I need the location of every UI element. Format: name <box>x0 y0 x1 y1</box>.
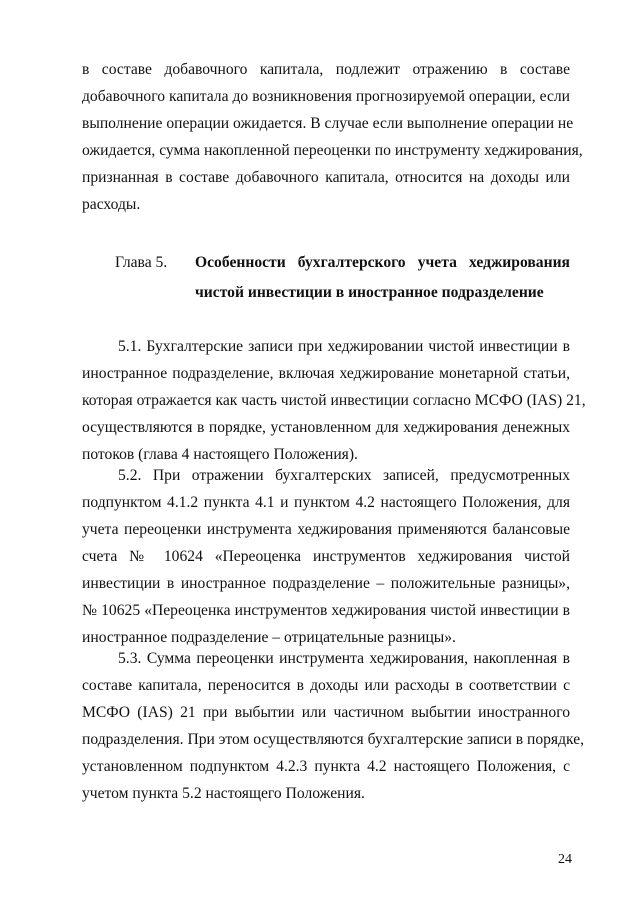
text-line: 5.3. Сумма переоценки инструмента хеджирования, накопленная в <box>118 650 570 667</box>
text-line: потоков (глава 4 настоящего Положения). <box>82 446 358 463</box>
text-line: подразделения. При этом осуществляются бухгалтерские записи в порядке, <box>82 731 585 748</box>
paragraph-5-2 <box>82 462 570 651</box>
chapter-title-line: Особенности бухгалтерского учета хеджирования <box>195 254 570 271</box>
text-line: добавочного капитала до возникновения прогнозируемой операции, если <box>82 88 570 105</box>
paragraph-5-1 <box>82 333 586 468</box>
text-line: подпунктом 4.1.2 пункта 4.1 и пунктом 4.2 настоящего Положения, для <box>82 494 570 511</box>
text-line: ожидается, сумма накопленной переоценки по инструменту хеджирования, <box>82 142 583 159</box>
text-line: 5.2. При отражении бухгалтерских записей, предусмотренных <box>118 467 570 484</box>
text-line: в составе добавочного капитала, подлежит отражению в составе <box>82 61 570 78</box>
chapter-label: Глава 5. <box>115 254 168 271</box>
text-line: выполнение операции ожидается. В случае если выполнение операции не <box>82 115 574 132</box>
continuation-paragraph <box>82 56 583 218</box>
text-line: МСФО (IAS) 21 при выбытии или частичном выбытии иностранного <box>82 704 570 721</box>
chapter-title <box>195 248 570 308</box>
text-line: учета переоценки инструмента хеджирования применяются балансовые <box>82 521 570 538</box>
text-line: иностранное подразделение – отрицательные разницы». <box>82 629 456 646</box>
text-line: инвестиции в иностранное подразделение – положительные разницы», <box>82 575 570 592</box>
text-line: установленном подпунктом 4.2.3 пункта 4.2 настоящего Положения, с <box>82 758 570 775</box>
page-number: 24 <box>558 852 572 867</box>
text-line: осуществляются в порядке, установленном для хеджирования денежных <box>82 419 570 436</box>
text-line: которая отражается как часть чистой инвестиции согласно МСФО (IAS) 21, <box>82 392 586 409</box>
text-line: 5.1. Бухгалтерские записи при хеджировании чистой инвестиции в <box>118 338 570 355</box>
text-line: иностранное подразделение, включая хеджирование монетарной статьи, <box>82 365 570 382</box>
text-line: учетом пункта 5.2 настоящего Положения. <box>82 785 365 802</box>
paragraph-5-3 <box>82 645 585 807</box>
text-line: № 10625 «Переоценка инструментов хеджирования чистой инвестиции в <box>82 602 570 619</box>
text-line: признанная в составе добавочного капитала, относится на доходы или <box>82 169 570 186</box>
text-line: счета № 10624 «Переоценка инструментов хеджирования чистой <box>82 548 570 565</box>
text-line: составе капитала, переносится в доходы или расходы в соответствии с <box>82 677 570 694</box>
text-line: расходы. <box>82 196 141 213</box>
chapter-title-line: чистой инвестиции в иностранное подразделение <box>195 284 544 301</box>
